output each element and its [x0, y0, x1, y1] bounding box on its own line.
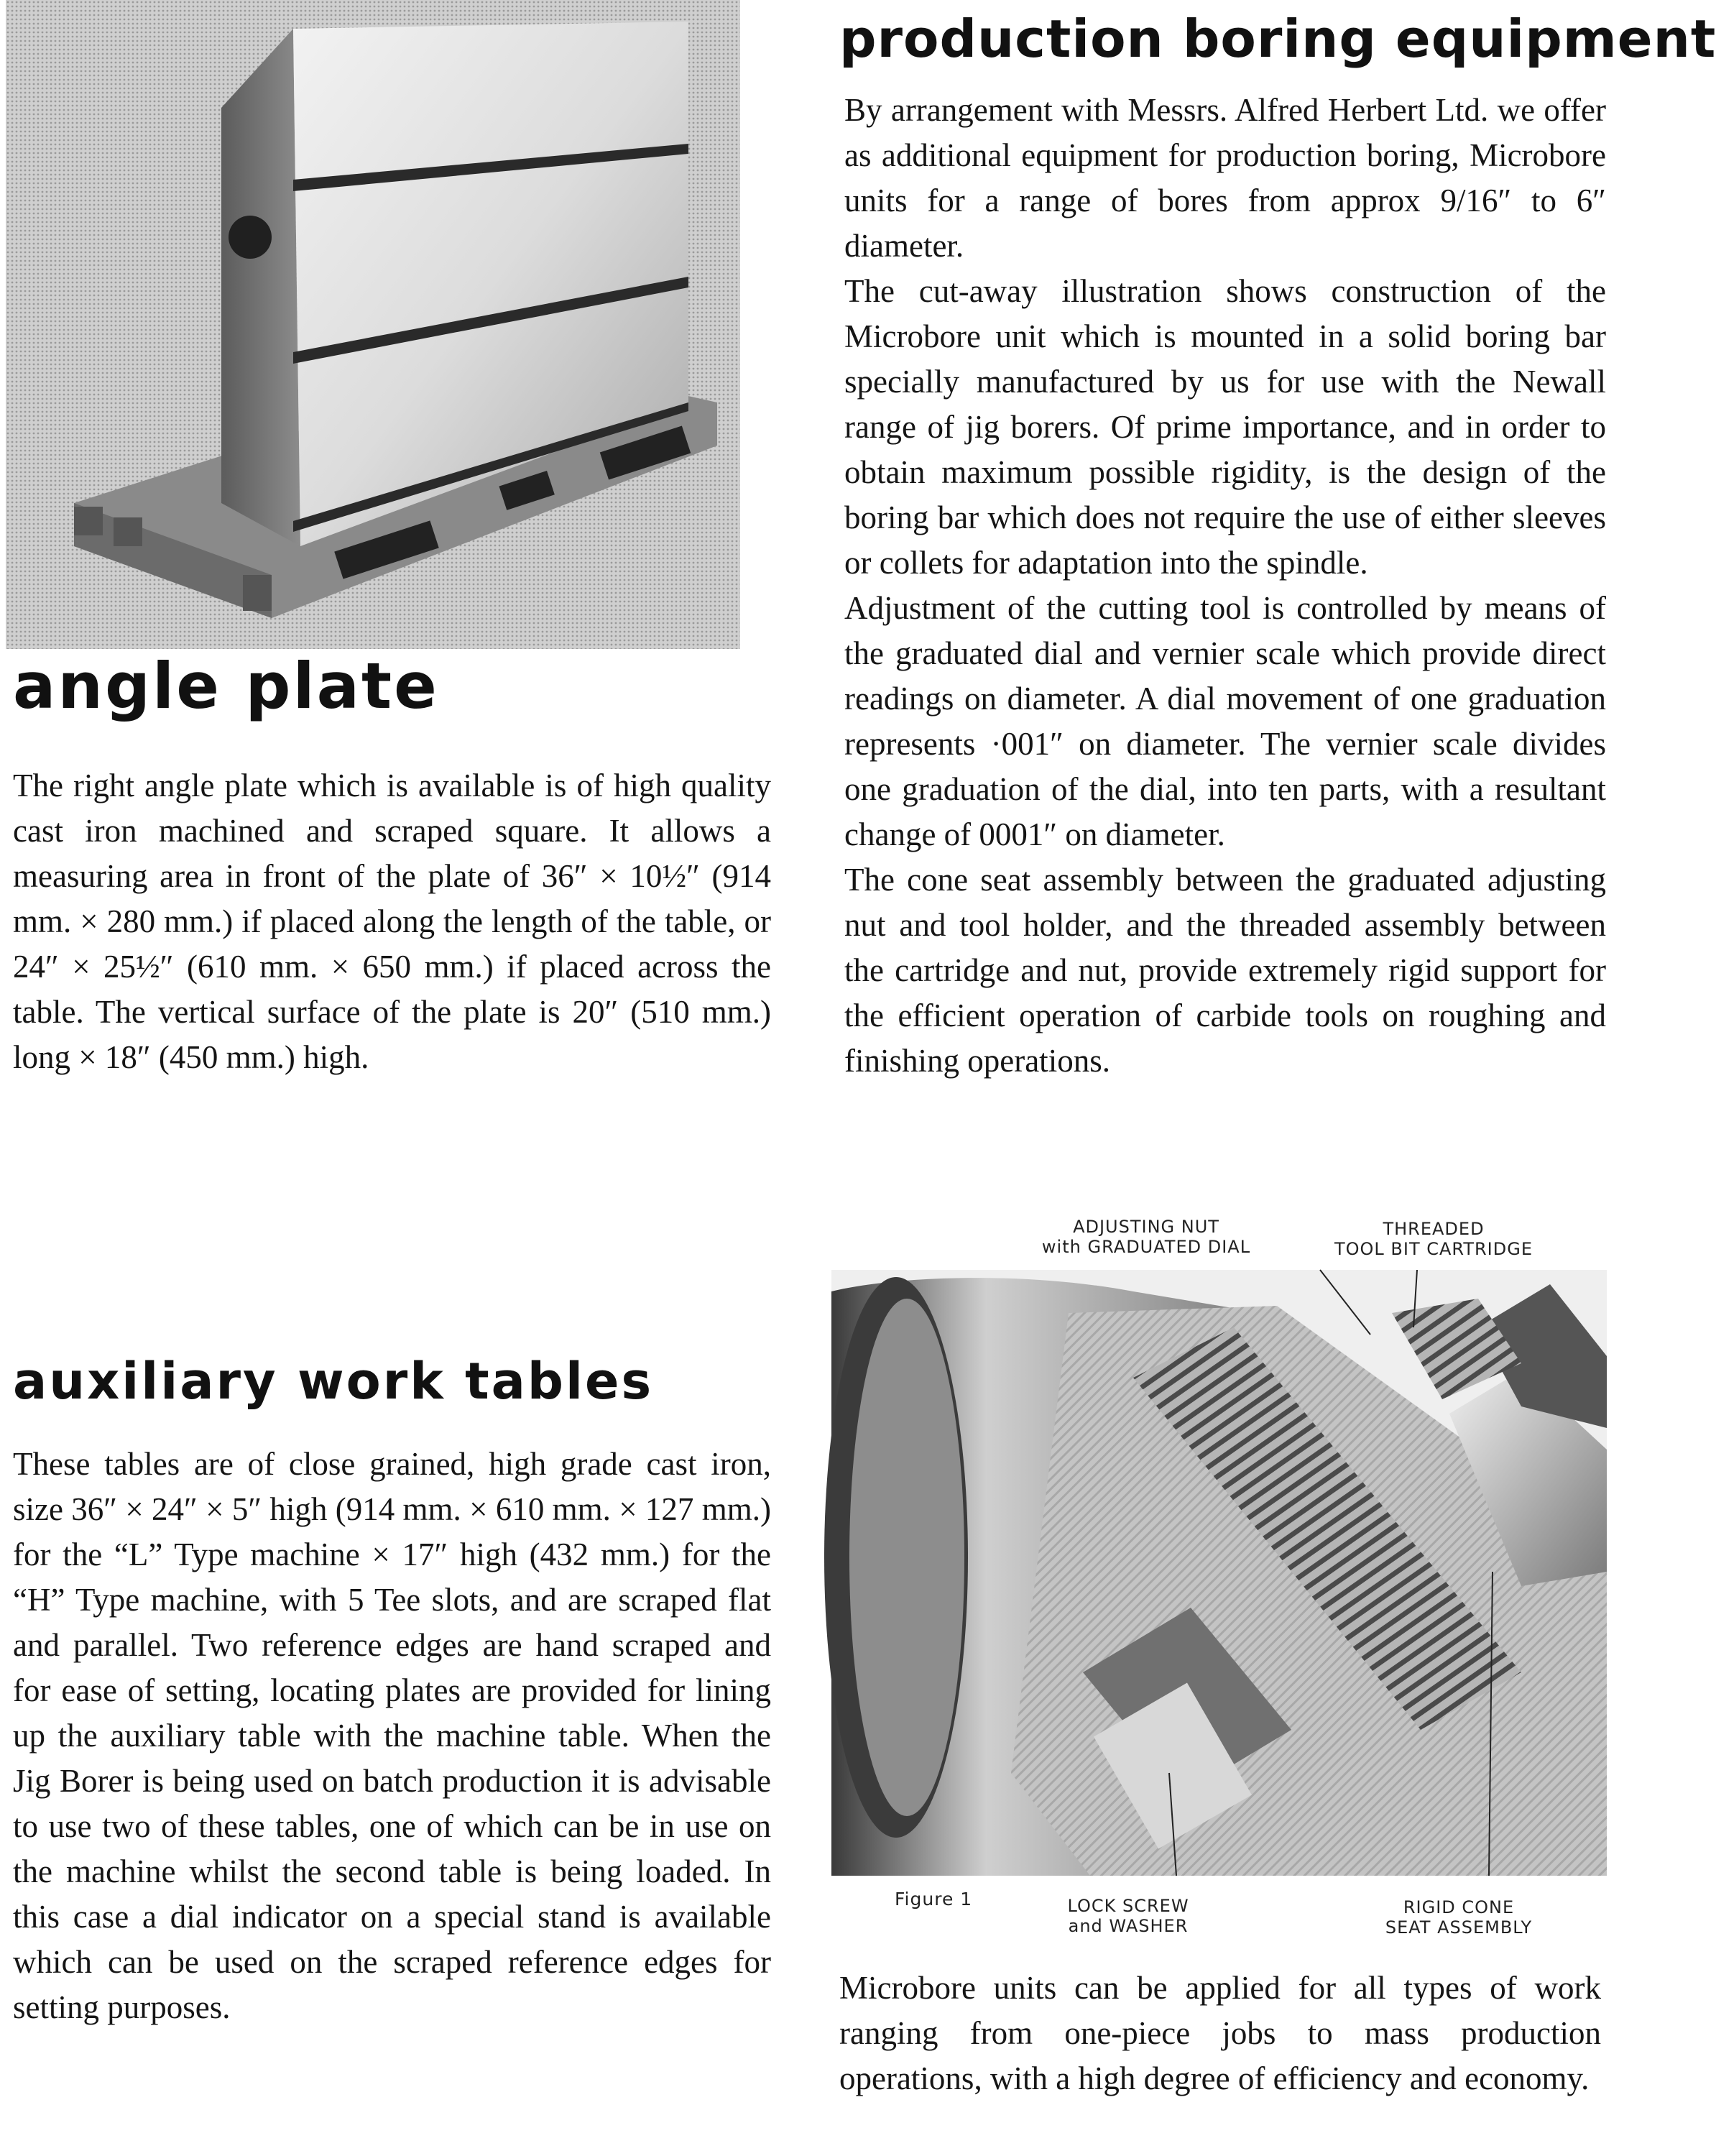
label-rigid-cone-line1: RIGID CONE	[1403, 1897, 1515, 1917]
label-threaded-line1: THREADED	[1383, 1219, 1485, 1239]
angle-plate-body: The right angle plate which is available is of high quality cast iron machined and scraped square. It allows a measuring area in front of the plate of 36″ × 10½″ (914 mm. × 280 mm.) if placed along the length of the table, or 24″ × 25½″ (610 mm. × 650 mm.) if placed across the table. The vertical surface of the plate is 20″ (510 mm.) long × 18″ (450 mm.) high.	[13, 768, 771, 1075]
label-rigid-cone	[1351, 1897, 1567, 1938]
closing-paragraph: Microbore units can be applied for all types of work ranging from one-piece jobs to mass production operations, with a high degree of efficiency and economy.	[839, 1970, 1601, 2096]
label-rigid-cone-line2: SEAT ASSEMBLY	[1385, 1917, 1533, 1938]
production-boring-body	[844, 88, 1606, 1084]
angle-plate-photo	[6, 0, 740, 649]
production-boring-paragraph-2: The cut-away illustration shows construction of the Microbore unit which is mounted in a solid boring bar specially manufactured by us for use with the Newall range of jig borers. Of prime importance, and in order to obtain maximum possible rigidity, is the design of the boring bar which does not require the use of either sleeves or collets for adaptation into the spindle.	[844, 273, 1606, 581]
microbore-cutaway-figure	[831, 1270, 1607, 1876]
label-lock-screw	[1035, 1896, 1222, 1936]
auxiliary-work-tables-body: These tables are of close grained, high grade cast iron, size 36″ × 24″ × 5″ high (914 mm. × 610 mm. × 127 mm.) for the “L” Type machine × 17″ high (432 mm.) for the “H” Type machine, with 5 Tee slots, and are scraped flat and parallel. Two reference edges are hand scraped and for ease of setting, locating plates are provided for lining up the auxiliary table with the machine table. When the Jig Borer is being used on batch production it is advisable to use two of these tables, one of which can be in use on the machine whilst the second table is being loaded. In this case a dial indicator on a special stand is available which can be used on the scraped reference edges for setting purposes.	[13, 1446, 771, 2025]
microbore-cutaway-illustration	[831, 1270, 1607, 1876]
label-adjusting-nut-line1: ADJUSTING NUT	[1073, 1217, 1219, 1237]
label-adjusting-nut	[1010, 1217, 1283, 1257]
production-boring-paragraph-3: Adjustment of the cutting tool is controlled by means of the graduated dial and vernier scale which provide direct readings on diameter. A dial movement of one graduation represents ·001″ on diameter. The vernier scale divides one graduation of the dial, into ten parts, with a resultant change of 0001″ on diameter.	[844, 590, 1606, 852]
angle-plate-illustration	[6, 0, 740, 649]
angle-plate-heading: angle plate	[13, 649, 439, 723]
figure-caption: Figure 1	[895, 1889, 973, 1909]
label-lock-screw-line2: and WASHER	[1068, 1916, 1189, 1936]
label-lock-screw-line1: LOCK SCREW	[1067, 1896, 1189, 1916]
production-boring-paragraph-1: By arrangement with Messrs. Alfred Herbert Ltd. we offer as additional equipment for production boring, Microbore units for a range of bores from approx 9/16″ to 6″ diameter.	[844, 92, 1606, 264]
production-boring-heading: production boring equipment	[839, 9, 1716, 69]
label-threaded-cartridge	[1304, 1219, 1563, 1259]
auxiliary-work-tables-heading: auxiliary work tables	[13, 1352, 654, 1411]
label-adjusting-nut-line2: with GRADUATED DIAL	[1041, 1237, 1251, 1257]
production-boring-paragraph-4: The cone seat assembly between the graduated adjusting nut and tool holder, and the threaded assembly between the cartridge and nut, provide extremely rigid support for the efficient operation of carbide tools on roughing and finishing operations.	[844, 862, 1606, 1079]
label-threaded-line2: TOOL BIT CARTRIDGE	[1334, 1239, 1533, 1259]
